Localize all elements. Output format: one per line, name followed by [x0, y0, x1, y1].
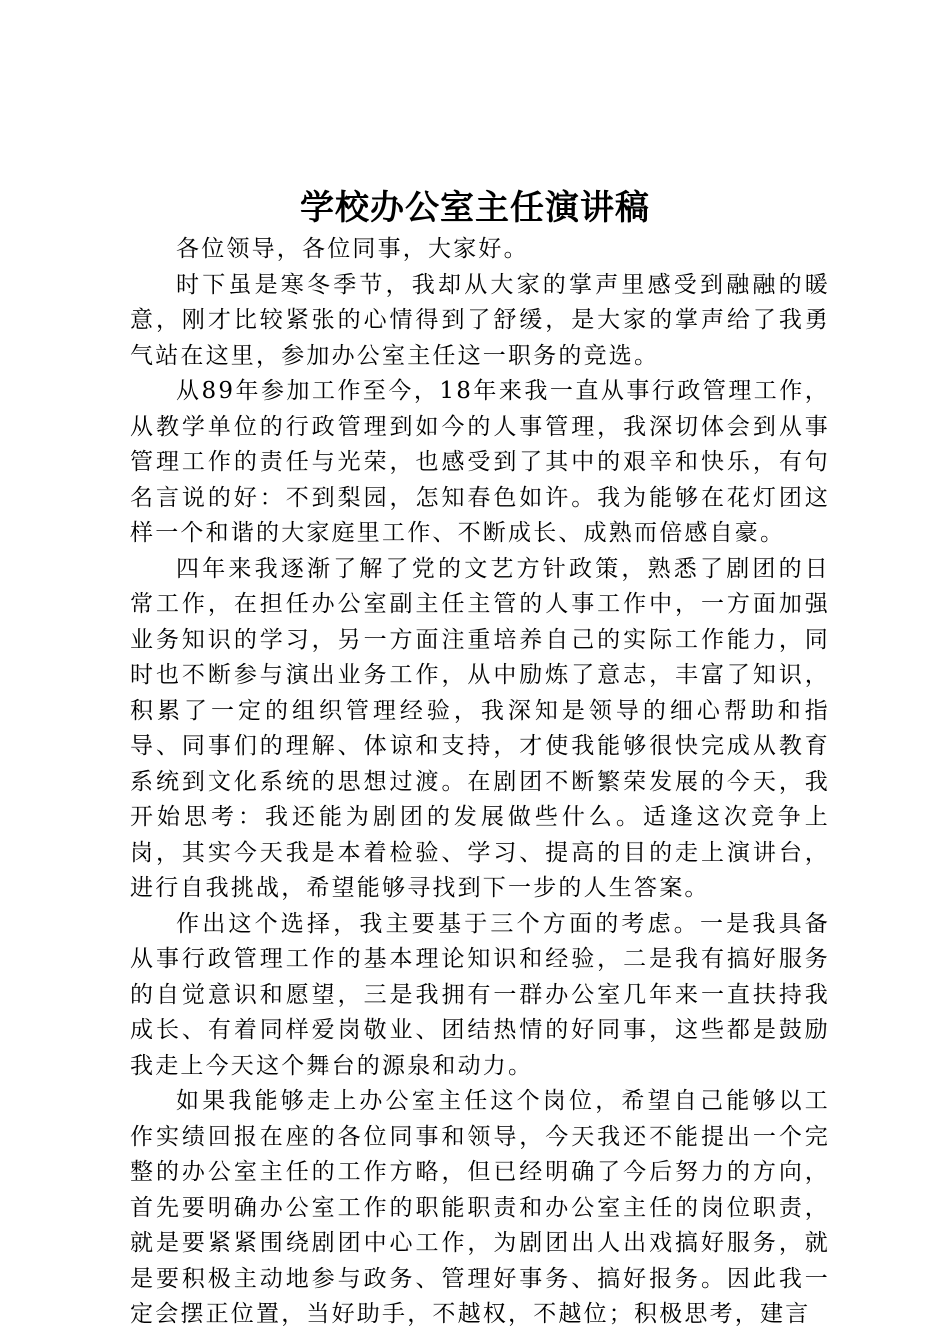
paragraph-plans: 如果我能够走上办公室主任这个岗位，希望自己能够以工作实绩回报在座的各位同事和领导，今天我还不能提出一个完整的办公室主任的工作方略，但已经明确了今后努力的方向，首先要明确办公室工作的职能职责和办公室主任的岗位职责，就是要紧紧围绕剧团中心工作，为剧团出人出戏搞好服务，就是要积极主动地参与政务、管理好事务、搞好报务。因此我一定会摆正位置，当好助手，不越权，不越位；积极思考，建言 — [130, 1088, 830, 1327]
paragraph-opening: 时下虽是寒冬季节，我却从大家的掌声里感受到融融的暖意，刚才比较紧张的心情得到了舒缓，是大家的掌声给了我勇气站在这里，参加办公室主任这一职务的竞选。 — [130, 271, 830, 369]
document-title: 学校办公室主任演讲稿 — [300, 188, 650, 228]
paragraph-experience: 从89年参加工作至今，18年来我一直从事行政管理工作，从教学单位的行政管理到如今的人事管理，我深切体会到从事管理工作的责任与光荣，也感受到了其中的艰辛和快乐，有句名言说的好：不到梨园，怎知春色如许。我为能够在花灯团这样一个和谐的大家庭里工作、不断成长、成熟而倍感自豪。 — [130, 378, 830, 546]
paragraph-growth: 四年来我逐渐了解了党的文艺方针政策，熟悉了剧团的日常工作，在担任办公室副主任主管的人事工作中，一方面加强业务知识的学习，另一方面注重培养自己的实际工作能力，同时也不断参与演出业务工作，从中励炼了意志，丰富了知识，积累了一定的组织管理经验，我深知是领导的细心帮助和指导、同事们的理解、体谅和支持，才使我能够很快完成从教育系统到文化系统的思想过渡。在剧团不断繁荣发展的今天，我开始思考：我还能为剧团的发展做些什么。适逢这次竞争上岗，其实今天我是本着检验、学习、提高的目的走上演讲台，进行自我挑战，希望能够寻找到下一步的人生答案。 — [130, 555, 830, 901]
document-body — [130, 232, 830, 1333]
paragraph-reasons: 作出这个选择，我主要基于三个方面的考虑。一是我具备从事行政管理工作的基本理论知识和经验，二是我有搞好服务的自觉意识和愿望，三是我拥有一群办公室几年来一直扶持我成长、有着同样爱岗敬业、团结热情的好同事，这些都是鼓励我走上今天这个舞台的源泉和动力。 — [130, 910, 830, 1079]
paragraph-greeting: 各位领导，各位同事，大家好。 — [176, 236, 529, 262]
